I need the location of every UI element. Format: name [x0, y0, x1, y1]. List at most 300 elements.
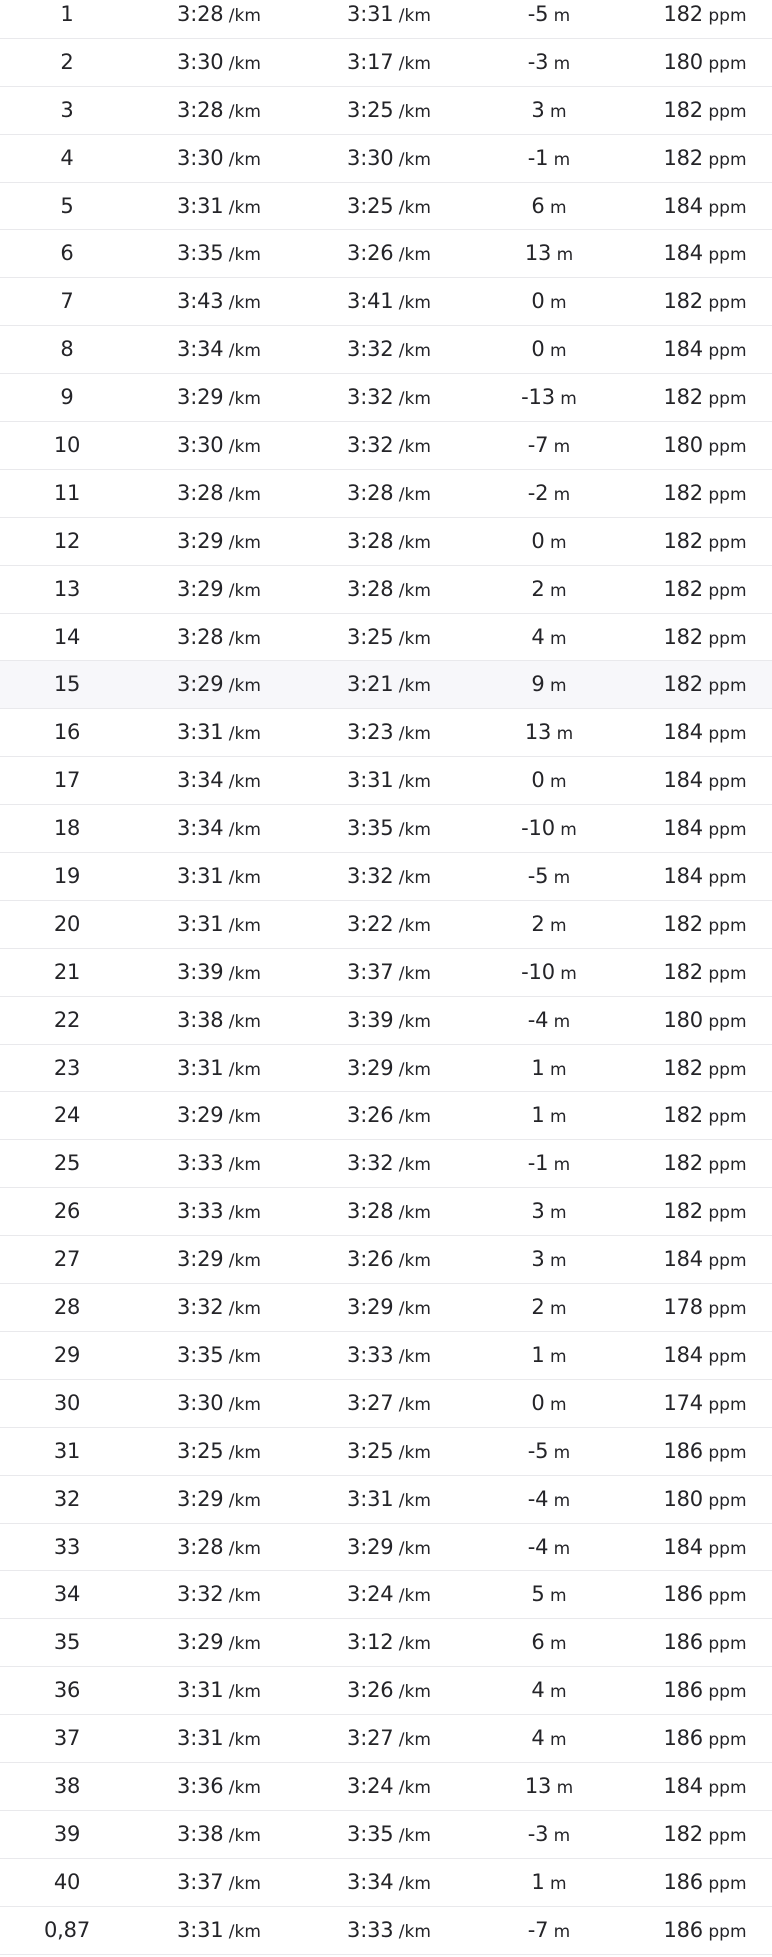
cadence-value: 182: [663, 385, 703, 410]
cadence-unit: ppm: [702, 1442, 747, 1463]
split-number-value: 33: [53, 1534, 81, 1559]
gap-unit: /km: [393, 245, 431, 266]
gap-cell: [309, 1284, 469, 1332]
gap-unit: /km: [393, 6, 431, 26]
gap-cell: [309, 39, 469, 87]
pace-value: 3:31: [177, 193, 224, 218]
cadence-value: 186: [663, 1678, 703, 1703]
elevation-unit: m: [548, 1011, 571, 1032]
split-number-value: 28: [53, 1295, 81, 1320]
pace-cell: [139, 901, 299, 949]
gap-unit: /km: [393, 820, 431, 841]
elevation-value: 2: [531, 1295, 545, 1320]
split-number-value: 32: [53, 1486, 81, 1511]
elevation-cell: [479, 183, 619, 231]
split-number: [17, 1332, 117, 1380]
pace-cell: [139, 709, 299, 757]
cadence-cell: [625, 422, 772, 470]
pace-cell: [139, 1524, 299, 1572]
cadence-value: 186: [663, 1726, 703, 1751]
split-row[interactable]: [0, 278, 772, 326]
cadence-cell: [625, 1236, 772, 1284]
pace-unit: /km: [223, 1586, 261, 1607]
split-number-value: 27: [53, 1247, 81, 1272]
elevation-cell: [479, 1811, 619, 1859]
gap-cell: [309, 1907, 469, 1955]
cadence-unit: ppm: [702, 484, 747, 505]
cadence-value: 182: [663, 2, 703, 26]
gap-value: 3:28: [347, 480, 394, 505]
pace-cell: [139, 230, 299, 278]
cadence-cell: [625, 1284, 772, 1332]
elevation-unit: m: [544, 1730, 567, 1751]
gap-unit: /km: [393, 197, 431, 218]
pace-unit: /km: [223, 197, 261, 218]
cadence-cell: [625, 1619, 772, 1667]
pace-cell: [139, 805, 299, 853]
split-row[interactable]: [0, 1667, 772, 1715]
split-number: [17, 949, 117, 997]
cadence-cell: [625, 1476, 772, 1524]
split-number: [17, 1715, 117, 1763]
pace-cell: [139, 278, 299, 326]
gap-unit: /km: [393, 628, 431, 649]
split-number: [17, 0, 117, 39]
split-row[interactable]: [0, 949, 772, 997]
split-number-value: 16: [53, 720, 81, 745]
gap-unit: /km: [393, 532, 431, 553]
split-number-value: 35: [53, 1630, 81, 1655]
elevation-unit: m: [551, 1777, 574, 1798]
gap-value: 3:35: [347, 1821, 394, 1846]
gap-cell: [309, 805, 469, 853]
split-row[interactable]: [0, 1476, 772, 1524]
pace-unit: /km: [223, 6, 261, 26]
gap-unit: /km: [393, 1730, 431, 1751]
split-number: [17, 853, 117, 901]
split-row[interactable]: [0, 1524, 772, 1572]
elevation-value: -3: [527, 49, 549, 74]
pace-value: 3:31: [177, 864, 224, 889]
split-row[interactable]: [0, 230, 772, 278]
cadence-cell: [625, 1045, 772, 1093]
elevation-value: 1: [531, 1055, 545, 1080]
cadence-value: 182: [663, 624, 703, 649]
pace-unit: /km: [223, 1299, 261, 1320]
elevation-unit: m: [544, 772, 567, 793]
elevation-unit: m: [548, 1825, 571, 1846]
elevation-cell: [479, 1140, 619, 1188]
split-number-value: 13: [53, 576, 81, 601]
elevation-unit: m: [544, 1107, 567, 1128]
split-number: [17, 997, 117, 1045]
elevation-unit: m: [544, 1059, 567, 1080]
elevation-cell: [479, 709, 619, 757]
pace-value: 3:31: [177, 1726, 224, 1751]
elevation-value: -7: [527, 1917, 549, 1942]
gap-value: 3:25: [347, 624, 394, 649]
cadence-value: 184: [663, 337, 703, 362]
pace-value: 3:35: [177, 241, 224, 266]
elevation-value: 4: [531, 624, 545, 649]
cadence-value: 182: [663, 480, 703, 505]
gap-unit: /km: [393, 1394, 431, 1415]
pace-cell: [139, 1619, 299, 1667]
split-row[interactable]: [0, 1188, 772, 1236]
cadence-value: 182: [663, 1199, 703, 1224]
elevation-cell: [479, 853, 619, 901]
elevation-unit: m: [544, 915, 567, 936]
pace-unit: /km: [223, 580, 261, 601]
pace-unit: /km: [223, 1825, 261, 1846]
pace-cell: [139, 661, 299, 709]
elevation-value: 0: [531, 1390, 545, 1415]
gap-unit: /km: [393, 1825, 431, 1846]
elevation-value: -2: [527, 480, 549, 505]
cadence-cell: [625, 374, 772, 422]
cadence-value: 182: [663, 1055, 703, 1080]
pace-cell: [139, 949, 299, 997]
split-row[interactable]: [0, 1045, 772, 1093]
gap-unit: /km: [393, 1203, 431, 1224]
split-row[interactable]: [0, 757, 772, 805]
elevation-cell: [479, 87, 619, 135]
split-row[interactable]: [0, 1140, 772, 1188]
elevation-cell: [479, 1763, 619, 1811]
gap-cell: [309, 1092, 469, 1140]
split-number-value: 37: [53, 1726, 81, 1751]
split-number: [17, 1571, 117, 1619]
pace-unit: /km: [223, 1490, 261, 1511]
pace-unit: /km: [223, 484, 261, 505]
elevation-value: 9: [531, 672, 545, 697]
split-row[interactable]: [0, 1236, 772, 1284]
cadence-unit: ppm: [702, 1730, 747, 1751]
gap-value: 3:32: [347, 433, 394, 458]
cadence-cell: [625, 1715, 772, 1763]
elevation-value: -5: [527, 2, 549, 26]
split-row[interactable]: [0, 1380, 772, 1428]
gap-value: 3:33: [347, 1917, 394, 1942]
cadence-unit: ppm: [702, 676, 747, 697]
elevation-value: 13: [524, 1773, 552, 1798]
split-row[interactable]: [0, 87, 772, 135]
pace-value: 3:37: [177, 1869, 224, 1894]
split-row[interactable]: [0, 1907, 772, 1955]
elevation-value: 1: [531, 1342, 545, 1367]
cadence-value: 184: [663, 816, 703, 841]
cadence-unit: ppm: [702, 341, 747, 362]
pace-value: 3:29: [177, 1630, 224, 1655]
elevation-unit: m: [544, 1873, 567, 1894]
split-number: [17, 1236, 117, 1284]
elevation-value: -1: [527, 145, 549, 170]
cadence-cell: [625, 1524, 772, 1572]
cadence-value: 186: [663, 1582, 703, 1607]
pace-unit: /km: [223, 676, 261, 697]
cadence-cell: [625, 278, 772, 326]
pace-value: 3:31: [177, 720, 224, 745]
split-row[interactable]: [0, 1859, 772, 1907]
elevation-unit: m: [544, 1346, 567, 1367]
elevation-unit: m: [554, 389, 577, 410]
split-number: [17, 1188, 117, 1236]
gap-value: 3:28: [347, 528, 394, 553]
split-row[interactable]: [0, 183, 772, 231]
cadence-value: 186: [663, 1630, 703, 1655]
gap-cell: [309, 183, 469, 231]
elevation-cell: [479, 901, 619, 949]
gap-unit: /km: [393, 341, 431, 362]
split-number: [17, 1859, 117, 1907]
pace-cell: [139, 1332, 299, 1380]
pace-cell: [139, 470, 299, 518]
pace-unit: /km: [223, 628, 261, 649]
split-number-value: 20: [53, 911, 81, 936]
elevation-cell: [479, 805, 619, 853]
cadence-unit: ppm: [702, 580, 747, 601]
elevation-value: 3: [531, 1199, 545, 1224]
gap-value: 3:41: [347, 289, 394, 314]
split-number: [17, 39, 117, 87]
split-row[interactable]: [0, 326, 772, 374]
gap-cell: [309, 1476, 469, 1524]
cadence-unit: ppm: [702, 1873, 747, 1894]
gap-value: 3:29: [347, 1534, 394, 1559]
gap-cell: [309, 566, 469, 614]
gap-unit: /km: [393, 149, 431, 170]
split-row[interactable]: [0, 901, 772, 949]
split-number: [17, 230, 117, 278]
cadence-unit: ppm: [702, 53, 747, 74]
split-row[interactable]: [0, 1571, 772, 1619]
elevation-unit: m: [548, 53, 571, 74]
split-number: [17, 1811, 117, 1859]
pace-unit: /km: [223, 1682, 261, 1703]
pace-unit: /km: [223, 1394, 261, 1415]
elevation-cell: [479, 230, 619, 278]
split-number-value: 30: [53, 1390, 81, 1415]
gap-value: 3:12: [347, 1630, 394, 1655]
split-number-value: 3: [60, 97, 74, 122]
elevation-unit: m: [548, 868, 571, 889]
elevation-cell: [479, 1188, 619, 1236]
pace-cell: [139, 39, 299, 87]
split-row[interactable]: [0, 566, 772, 614]
cadence-unit: ppm: [702, 245, 747, 266]
split-row[interactable]: [0, 614, 772, 662]
cadence-unit: ppm: [702, 1299, 747, 1320]
elevation-value: -10: [521, 816, 555, 841]
split-row[interactable]: [0, 997, 772, 1045]
cadence-unit: ppm: [702, 1921, 747, 1942]
split-row[interactable]: [0, 1092, 772, 1140]
gap-unit: /km: [393, 1107, 431, 1128]
cadence-unit: ppm: [702, 1825, 747, 1846]
gap-value: 3:26: [347, 1103, 394, 1128]
elevation-cell: [479, 1476, 619, 1524]
cadence-cell: [625, 1188, 772, 1236]
elevation-cell: [479, 518, 619, 566]
gap-unit: /km: [393, 1586, 431, 1607]
pace-cell: [139, 326, 299, 374]
split-row[interactable]: [0, 135, 772, 183]
cadence-value: 180: [663, 433, 703, 458]
cadence-unit: ppm: [702, 293, 747, 314]
elevation-unit: m: [544, 1251, 567, 1272]
split-row[interactable]: [0, 1428, 772, 1476]
gap-cell: [309, 1428, 469, 1476]
pace-value: 3:31: [177, 1055, 224, 1080]
gap-value: 3:30: [347, 145, 394, 170]
cadence-cell: [625, 566, 772, 614]
split-number: [17, 183, 117, 231]
cadence-cell: [625, 1140, 772, 1188]
split-number: [17, 1524, 117, 1572]
split-number-value: 7: [60, 289, 74, 314]
split-row[interactable]: [0, 1332, 772, 1380]
pace-value: 3:29: [177, 528, 224, 553]
gap-unit: /km: [393, 1634, 431, 1655]
pace-cell: [139, 1428, 299, 1476]
elevation-unit: m: [551, 724, 574, 745]
split-row[interactable]: [0, 39, 772, 87]
pace-unit: /km: [223, 1346, 261, 1367]
split-row[interactable]: [0, 0, 772, 39]
pace-cell: [139, 1188, 299, 1236]
gap-cell: [309, 326, 469, 374]
gap-cell: [309, 1188, 469, 1236]
elevation-unit: m: [544, 1203, 567, 1224]
cadence-cell: [625, 470, 772, 518]
elevation-unit: m: [548, 149, 571, 170]
cadence-unit: ppm: [702, 1538, 747, 1559]
cadence-value: 174: [663, 1390, 703, 1415]
elevation-unit: m: [548, 1155, 571, 1176]
gap-value: 3:25: [347, 97, 394, 122]
split-row[interactable]: [0, 518, 772, 566]
gap-value: 3:24: [347, 1773, 394, 1798]
split-row[interactable]: [0, 470, 772, 518]
cadence-value: 182: [663, 672, 703, 697]
elevation-value: -4: [527, 1007, 549, 1032]
gap-unit: /km: [393, 1442, 431, 1463]
split-number-value: 0,87: [44, 1917, 90, 1942]
cadence-value: 182: [663, 145, 703, 170]
pace-value: 3:35: [177, 1342, 224, 1367]
cadence-unit: ppm: [702, 1346, 747, 1367]
cadence-value: 182: [663, 1151, 703, 1176]
split-row[interactable]: [0, 805, 772, 853]
pace-unit: /km: [223, 1107, 261, 1128]
split-number: [17, 1140, 117, 1188]
elevation-value: 0: [531, 768, 545, 793]
split-row[interactable]: [0, 374, 772, 422]
pace-unit: /km: [223, 1442, 261, 1463]
cadence-unit: ppm: [702, 628, 747, 649]
cadence-unit: ppm: [702, 1682, 747, 1703]
pace-value: 3:28: [177, 480, 224, 505]
elevation-cell: [479, 326, 619, 374]
elevation-unit: m: [544, 1299, 567, 1320]
gap-value: 3:25: [347, 193, 394, 218]
elevation-unit: m: [551, 245, 574, 266]
pace-value: 3:29: [177, 576, 224, 601]
gap-cell: [309, 661, 469, 709]
split-row[interactable]: [0, 1763, 772, 1811]
elevation-value: 13: [524, 241, 552, 266]
split-row[interactable]: [0, 422, 772, 470]
split-row[interactable]: [0, 709, 772, 757]
pace-unit: /km: [223, 1730, 261, 1751]
cadence-unit: ppm: [702, 1059, 747, 1080]
cadence-value: 186: [663, 1917, 703, 1942]
cadence-value: 182: [663, 528, 703, 553]
gap-unit: /km: [393, 1251, 431, 1272]
pace-value: 3:31: [177, 1678, 224, 1703]
elevation-value: -5: [527, 1438, 549, 1463]
pace-value: 3:36: [177, 1773, 224, 1798]
split-number-value: 40: [53, 1869, 81, 1894]
split-number: [17, 1763, 117, 1811]
cadence-value: 184: [663, 1534, 703, 1559]
split-number-value: 34: [53, 1582, 81, 1607]
pace-cell: [139, 1284, 299, 1332]
gap-cell: [309, 1236, 469, 1284]
cadence-value: 184: [663, 193, 703, 218]
split-number: [17, 278, 117, 326]
gap-cell: [309, 1380, 469, 1428]
gap-unit: /km: [393, 580, 431, 601]
pace-unit: /km: [223, 772, 261, 793]
elevation-cell: [479, 997, 619, 1045]
gap-unit: /km: [393, 1682, 431, 1703]
elevation-unit: m: [544, 101, 567, 122]
elevation-cell: [479, 1284, 619, 1332]
cadence-value: 178: [663, 1295, 703, 1320]
cadence-unit: ppm: [702, 101, 747, 122]
pace-unit: /km: [223, 293, 261, 314]
pace-unit: /km: [223, 724, 261, 745]
cadence-unit: ppm: [702, 1634, 747, 1655]
gap-unit: /km: [393, 437, 431, 458]
split-row[interactable]: [0, 1284, 772, 1332]
split-number-value: 5: [60, 193, 74, 218]
elevation-cell: [479, 39, 619, 87]
cadence-unit: ppm: [702, 915, 747, 936]
gap-cell: [309, 374, 469, 422]
elevation-value: 2: [531, 576, 545, 601]
pace-cell: [139, 1092, 299, 1140]
split-row[interactable]: [0, 853, 772, 901]
gap-unit: /km: [393, 1059, 431, 1080]
pace-value: 3:28: [177, 1534, 224, 1559]
cadence-unit: ppm: [702, 437, 747, 458]
pace-value: 3:30: [177, 433, 224, 458]
split-row[interactable]: [0, 661, 772, 709]
gap-unit: /km: [393, 772, 431, 793]
cadence-unit: ppm: [702, 772, 747, 793]
cadence-unit: ppm: [702, 868, 747, 889]
split-number-value: 6: [60, 241, 74, 266]
cadence-cell: [625, 949, 772, 997]
pace-value: 3:30: [177, 145, 224, 170]
split-row[interactable]: [0, 1619, 772, 1667]
split-row[interactable]: [0, 1811, 772, 1859]
split-row[interactable]: [0, 1715, 772, 1763]
split-number: [17, 566, 117, 614]
elevation-value: 6: [531, 193, 545, 218]
